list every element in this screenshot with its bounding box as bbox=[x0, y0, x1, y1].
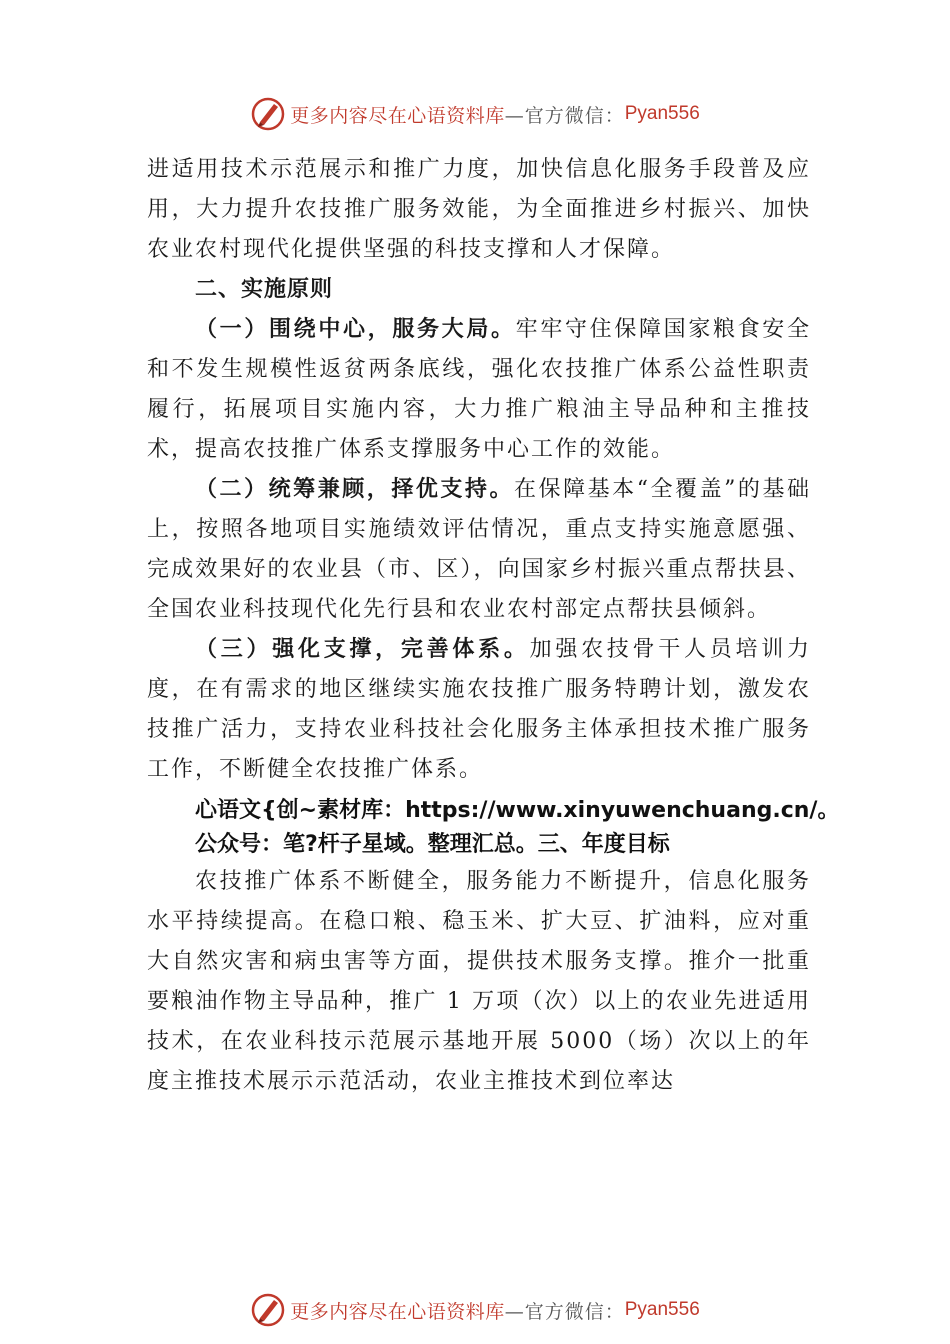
header-banner-wechat-label: —官方微信： bbox=[504, 104, 625, 127]
header-banner bbox=[0, 94, 950, 134]
source-watermark bbox=[147, 794, 840, 862]
intro-paragraph: 进适用技术示范展示和推广力度，加快信息化服务手段普及应用，大力提升农技推广服务效能，为全面推进乡村振兴、加快农业农村现代化提供坚强的科技支撑和人才保障。 bbox=[147, 157, 811, 262]
document-body bbox=[147, 150, 840, 1102]
principle-2-paragraph bbox=[147, 470, 811, 630]
footer-banner-title: 更多内容尽在心语资料库 bbox=[290, 1300, 505, 1323]
brush-logo-icon bbox=[250, 96, 286, 132]
footer-banner-wechat-label: —官方微信： bbox=[504, 1300, 625, 1323]
principle-1-text: 牢牢守住保障国家粮食安全和不发生规模性返贫两条底线，强化农技推广体系公益性职责履行，拓展项目实施内容，大力推广粮油主导品种和主推技术，提高农技推广体系支撑服务中心工作的效能。 bbox=[147, 317, 811, 462]
principle-1-paragraph bbox=[147, 310, 811, 470]
principle-1-lead: （一）围绕中心，服务大局。 bbox=[195, 317, 516, 342]
footer-banner bbox=[0, 1290, 950, 1330]
principle-2-text: 在保障基本“全覆盖”的基础上，按照各地项目实施绩效评估情况，重点支持实施意愿强、完成效果好的农业县（市、区），向国家乡村振兴重点帮扶县、全国农业科技现代化先行县和农业农村部定点帮扶县倾斜。 bbox=[147, 477, 811, 622]
watermark-line-2: 公众号：笔?杆子星域。整理汇总。三、年度目标 bbox=[195, 832, 670, 857]
footer-banner-wechat-id: Pyan556 bbox=[624, 1299, 700, 1320]
header-banner-title: 更多内容尽在心语资料库 bbox=[290, 104, 505, 127]
principle-3-text: 加强农技骨干人员培训力度，在有需求的地区继续实施农技推广服务特聘计划，激发农技推广活力，支持农业科技社会化服务主体承担技术推广服务工作，不断健全农技推广体系。 bbox=[147, 637, 811, 782]
watermark-line-1: 心语文{创~素材库：https://www.xinyuwenchuang.cn/。 bbox=[195, 798, 840, 823]
brush-logo-icon bbox=[250, 1292, 286, 1328]
annual-targets-paragraph: 农技推广体系不断健全，服务能力不断提升，信息化服务水平持续提高。在稳口粮、稳玉米、扩大豆、扩油料，应对重大自然灾害和病虫害等方面，提供技术服务支撑。推介一批重要粮油作物主导品种，推广 1 万项（次）以上的农业先进适用技术，在农业科技示范展示基地开展 5000（场）次以上的年度主推技术展示示范活动，农业主推技术到位率达 bbox=[147, 869, 811, 1094]
principle-3-paragraph bbox=[147, 630, 811, 790]
section-heading-principles: 二、实施原则 bbox=[195, 277, 334, 302]
principle-2-lead: （二）统筹兼顾，择优支持。 bbox=[195, 477, 515, 502]
principle-3-lead: （三）强化支撑，完善体系。 bbox=[195, 637, 530, 662]
header-banner-wechat-id: Pyan556 bbox=[624, 103, 700, 124]
